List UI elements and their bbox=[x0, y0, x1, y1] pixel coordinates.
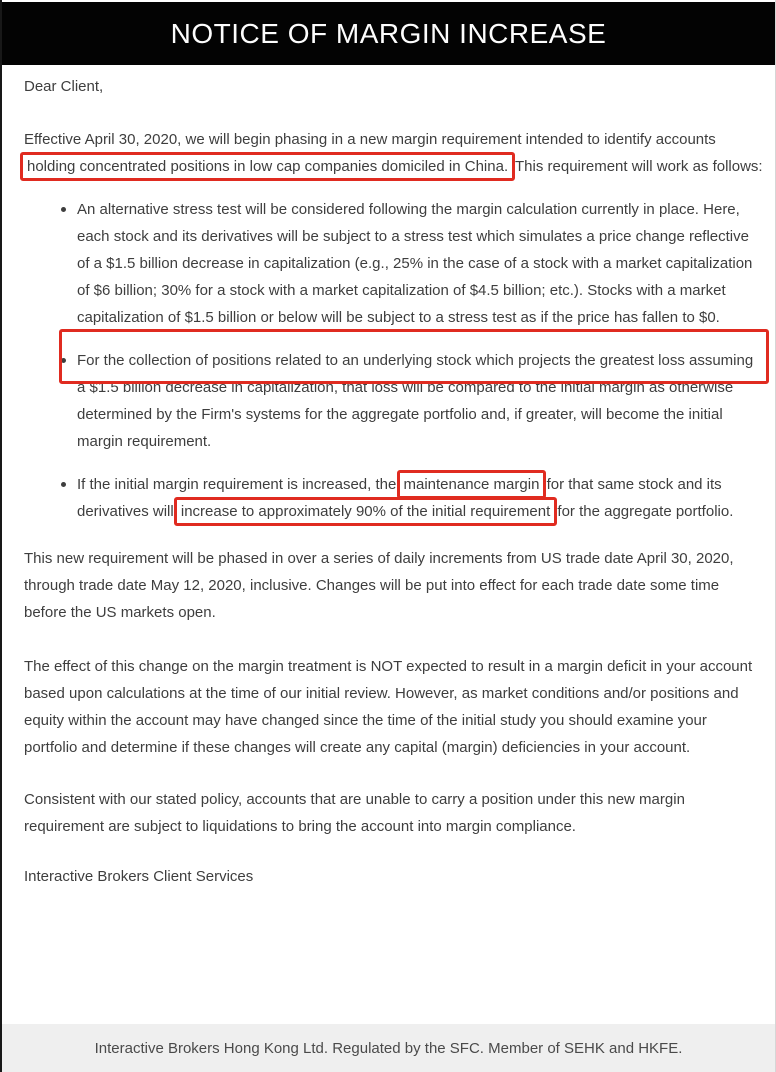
bullet-list bbox=[24, 196, 763, 525]
notice-body bbox=[2, 65, 775, 1024]
effect-paragraph: The effect of this change on the margin treatment is NOT expected to result in a margin deficit in your account based upon calculations at the time of our initial review. However, as market conditions and/or positions and equity within the account may have changed since the time of the initial study you should examine your portfolio and determine if these changes will create any capital (margin) deficiencies in your account. bbox=[24, 658, 753, 756]
intro-text-after: This requirement will work as follows: bbox=[511, 158, 763, 175]
highlight-china-concentration: holding concentrated positions in low cap companies domiciled in China. bbox=[20, 152, 515, 181]
bullet-maintenance-margin bbox=[60, 471, 763, 525]
bullet-stress-test bbox=[60, 196, 763, 331]
bullet-stress-test-text: An alternative stress test will be considered following the margin calculation currently in place. Here, each stock and its derivatives will be subject to a stress test which simulates a price change reflective of a $1.5 billion decrease in capitalization (e.g., 25% in the case of a stock with a market capitalization of $6 billion; 30% for a stock with a market capitalization of $4.5 billion; etc.). Stocks with a market capitalization of $1.5 billion or below will be subject to a stress test as if the price has fallen to $0. bbox=[77, 201, 753, 326]
bullet-greatest-loss-text: For the collection of positions related to an underlying stock which projects the greatest loss assuming a $1.5 billion decrease in capitalization, that loss will be compared to the initial margin as otherwise determined by the Firm's systems for the aggregate portfolio and, if greater, will become the initial margin requirement. bbox=[77, 352, 754, 450]
notice-header bbox=[2, 2, 775, 65]
highlight-maintenance-margin: maintenance margin bbox=[397, 470, 547, 499]
bullet3-text-mid: for that same stock and its derivatives will bbox=[77, 476, 722, 520]
phase-in-paragraph: This new requirement will be phased in over a series of daily increments from US trade date April 30, 2020, through trade date May 12, 2020, inclusive. Changes will be put into effect for each trade date some time before the US markets open. bbox=[24, 550, 734, 621]
policy-paragraph: Consistent with our stated policy, accounts that are unable to carry a position under this new margin requirement are subject to liquidations to bring the account into margin compliance. bbox=[24, 791, 685, 835]
footer-text: Interactive Brokers Hong Kong Ltd. Regulated by the SFC. Member of SEHK and HKFE. bbox=[94, 1039, 683, 1057]
signature: Interactive Brokers Client Services bbox=[24, 868, 254, 885]
page-title: NOTICE OF MARGIN INCREASE bbox=[170, 17, 607, 49]
bullet-greatest-loss bbox=[60, 347, 763, 455]
highlight-90-percent-requirement: increase to approximately 90% of the initial requirement bbox=[174, 497, 557, 526]
intro-paragraph bbox=[24, 126, 763, 180]
footer-bar bbox=[2, 1024, 775, 1072]
salutation: Dear Client, bbox=[24, 78, 104, 95]
bullet3-text-before: If the initial margin requirement is increased, the bbox=[77, 476, 401, 493]
intro-text-before: Effective April 30, 2020, we will begin phasing in a new margin requirement intended to identify accounts bbox=[24, 131, 716, 148]
bullet3-text-after: for the aggregate portfolio. bbox=[553, 503, 734, 520]
